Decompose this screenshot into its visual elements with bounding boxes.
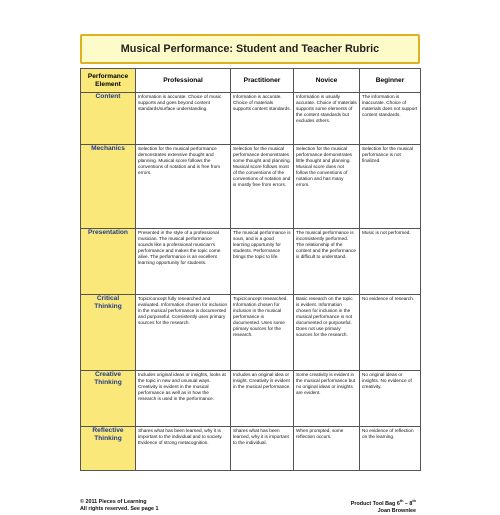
cell-mechanics-novice: Selection for the musical performance demonstrates little thought and planning. Musical score does not follow the conventions of notation and has many errors.: [294, 145, 360, 229]
copyright-line: © 2011 Pieces of Learning: [80, 499, 147, 505]
cell-content-beginner: The information is inaccurate. Choice of materials does not support content standards.: [360, 93, 421, 145]
cell-creative-thinking-professional: Includes original ideas or insights, looks at the topic in new and unusual ways. Creativity is evident in the musical performance as well as in how the research is used in the performance.: [136, 371, 231, 427]
cell-reflective-thinking-professional: Shares what has been learned, why it is important to the individual and to society. Evidence of strong metacognition.: [136, 427, 231, 471]
row-label-reflective-thinking: Reflective Thinking: [81, 427, 136, 471]
header-beginner: Beginner: [360, 69, 421, 93]
cell-critical-thinking-novice: Basic research on the topic is evident. Information chosen for inclusion in the musical performance is not documented or purposeful. Does not use primary sources for the research.: [294, 295, 360, 371]
row-label-critical-thinking: Critical Thinking: [81, 295, 136, 371]
row-label-creative-thinking: Creative Thinking: [81, 371, 136, 427]
title-banner: [80, 34, 420, 64]
cell-content-novice: Information is usually accurate. Choice of materials supports some elements of the content standards but excludes others.: [294, 93, 360, 145]
rubric-row-presentation: [81, 229, 421, 295]
row-label-content: Content: [81, 93, 136, 145]
header-practitioner: Practitioner: [231, 69, 294, 93]
cell-mechanics-practitioner: Selection for the musical performance demonstrates some thought and planning. Musical score follows most of the conventions of the conventions of notation and is mostly free from errors.: [231, 145, 294, 229]
cell-critical-thinking-professional: Topic/concept fully researched and evaluated. Information chosen for inclusion in the musical performance is documented and purposeful. Consistently uses primary sources for the research.: [136, 295, 231, 371]
row-label-presentation: Presentation: [81, 229, 136, 295]
rubric-row-mechanics: [81, 145, 421, 229]
rubric-row-content: [81, 93, 421, 145]
cell-critical-thinking-beginner: No evidence of research.: [360, 295, 421, 371]
rubric-table: [80, 68, 421, 471]
cell-critical-thinking-practitioner: Topic/concept researched. Information chosen for inclusion in the musical performance is documented. Uses some primary sources for the research.: [231, 295, 294, 371]
row-label-mechanics: Mechanics: [81, 145, 136, 229]
footer-copyright: [80, 499, 159, 514]
rubric-page: [80, 34, 420, 515]
cell-mechanics-professional: Selection for the musical performance demonstrates extensive thought and planning. Musical score follows the conventions of notation and is free from errors.: [136, 145, 231, 229]
cell-reflective-thinking-novice: When prompted, some reflection occurs.: [294, 427, 360, 471]
cell-creative-thinking-beginner: No original ideas or insights. No evidence of creativity.: [360, 371, 421, 427]
cell-content-professional: Information is accurate. Choice of music supports and goes beyond content standards/surface understanding.: [136, 93, 231, 145]
header-performance-element: Performance Element: [81, 69, 136, 93]
cell-presentation-practitioner: The musical performance is soun, and is a good learning opportunity for students. Performance brings the topic to life.: [231, 229, 294, 295]
cell-creative-thinking-practitioner: Includes an original idea or insight. Creativity is evident in the musical performance.: [231, 371, 294, 427]
cell-presentation-beginner: Music is not performed.: [360, 229, 421, 295]
cell-reflective-thinking-practitioner: Shares what has been learned, why it is important to the individual.: [231, 427, 294, 471]
cell-creative-thinking-novice: Some creativity is evident in the musical performance but no original ideas or insights are evident.: [294, 371, 360, 427]
rights-line: All rights reserved. See page 1: [80, 506, 159, 513]
cell-reflective-thinking-beginner: No evidence of reflection on the learning.: [360, 427, 421, 471]
cell-content-practitioner: Information is accurate. Choice of materials supports content standards.: [231, 93, 294, 145]
cell-presentation-novice: The musical performance is inconsistently performed. The relationship of the content and the performance is difficult to understand.: [294, 229, 360, 295]
cell-mechanics-beginner: Selection for the musical performance is not finalized.: [360, 145, 421, 229]
cell-presentation-professional: Presented in the style of a professional musician. The musical performance sounds like a professional musician's performance and makes the topic come alive. The performance is an excellent learning opportunity for students.: [136, 229, 231, 295]
footer-product: [351, 499, 416, 515]
header-novice: Novice: [294, 69, 360, 93]
header-row: [81, 69, 421, 93]
product-line: Product Tool Bag 6th – 8th: [350, 499, 416, 507]
rubric-row-creative-thinking: [81, 371, 421, 427]
page-title: Musical Performance: Student and Teacher Rubric: [120, 43, 380, 55]
rubric-row-critical-thinking: [81, 295, 421, 371]
author-line: Joan Brownlee: [377, 508, 416, 515]
rubric-row-reflective-thinking: [81, 427, 421, 471]
header-professional: Professional: [136, 69, 231, 93]
